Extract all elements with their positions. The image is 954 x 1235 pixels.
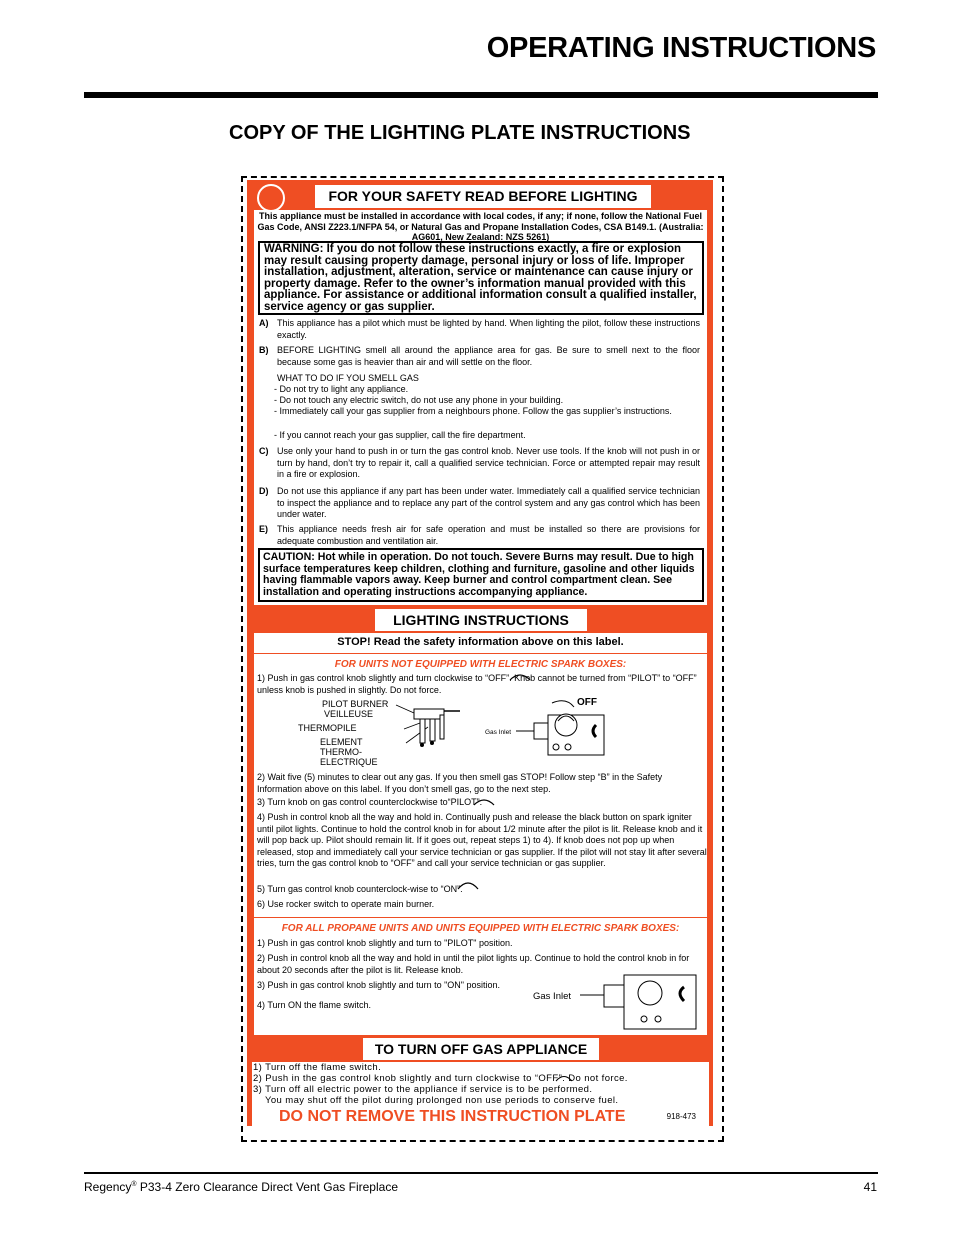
item-c: C) Use only your hand to push in or turn the gas control knob. Never use tools. If the knob will not push in or turn by hand, don’t try to repair it, call a qualified service technician. Force or attempted repair may result in a fire or explosion. <box>259 446 700 479</box>
off-label: OFF <box>577 697 597 708</box>
smell-header: WHAT TO DO IF YOU SMELL GAS <box>277 373 419 383</box>
smell-item: - Immediately call your gas supplier from a neighbours phone. Follow the gas supplier’s instructions. <box>274 406 672 416</box>
footer-rule <box>84 1172 878 1174</box>
title-rule <box>84 92 878 98</box>
page-number: 41 <box>863 1180 877 1194</box>
divider <box>254 653 707 654</box>
item-b: B) BEFORE LIGHTING smell all around the appliance area for gas. Be sure to smell next to the floor because some gas is heavier than air and will settle on the floor. <box>259 345 700 367</box>
item-e: E) This appliance needs fresh air for safe operation and must be installed so there are provisions for adequate combustion and ventilation air. <box>259 524 700 546</box>
codes-text: This appliance must be installed in accordance with local codes, if any; if none, follow the National Fuel Gas Code, ANSI Z223.1/NFPA 54, or Natural Gas and Propane Installation Codes, CSA B149.1. (Australia: AG601, New Zealand: NZS 5261) <box>257 211 704 242</box>
divider <box>254 917 707 918</box>
step-a3: 3) Turn knob on gas control counterclockwise to“PILOT”. <box>257 797 483 807</box>
item-a: A) This appliance has a pilot which must be lighted by hand. When lighting the pilot, follow these instructions exactly. <box>259 318 700 340</box>
turn-off-step: 2) Push in the gas control knob slightly and turn clockwise to “OFF”. Do not force. <box>253 1073 628 1084</box>
gas-inlet-small-label: Gas Inlet <box>485 729 512 736</box>
smell-item: - Do not try to light any appliance. <box>274 384 409 394</box>
clockwise-arrow-icon <box>508 671 532 681</box>
gas-valve-diagram-2 <box>580 969 700 1033</box>
turn-off-header: TO TURN OFF GAS APPLIANCE <box>363 1038 599 1060</box>
safety-header: FOR YOUR SAFETY READ BEFORE LIGHTING <box>315 185 651 208</box>
step-b4: 4) Turn ON the flame switch. <box>257 1000 372 1010</box>
electrique-label: ELECTRIQUE <box>320 757 378 767</box>
safety-panel <box>254 210 707 605</box>
page-title: OPERATING INSTRUCTIONS <box>486 32 876 64</box>
element-label: ELEMENT <box>320 737 363 747</box>
pilot-assembly-diagram <box>384 697 464 757</box>
step-a1: 1) Push in gas control knob slightly and turn clockwise to “OFF”. Knob cannot be turned from “PILOT” to “OFF” unless knob is pushed in slightly. Do not force. <box>257 673 697 695</box>
step-b3: 3) Push in gas control knob slightly and turn to "ON" position. <box>257 980 501 990</box>
pilot-burner-label: PILOT BURNER <box>322 699 389 709</box>
clockwise-arrow-icon <box>554 1073 574 1082</box>
step-a5: 5) Turn gas control knob counterclock-wise to “ON”. <box>257 884 463 894</box>
lighting-panel <box>254 633 707 1035</box>
do-not-remove-panel <box>252 1107 709 1127</box>
stop-text: STOP! Read the safety information above on this label. <box>337 636 624 648</box>
gas-inlet-label: Gas Inlet <box>533 991 572 1002</box>
not-equipped-header: FOR UNITS NOT EQUIPPED WITH ELECTRIC SPARK BOXES: <box>334 659 627 670</box>
section-title: COPY OF THE LIGHTING PLATE INSTRUCTIONS <box>229 122 691 144</box>
step-b2: 2) Push in control knob all the way and hold in until the pilot lights up. Continue to hold the control knob in for about 20 seconds after the pilot is lit. Release knob. <box>257 953 690 975</box>
step-a6: 6) Use rocker switch to operate main burner. <box>257 899 435 909</box>
turn-off-step: You may shut off the pilot during prolonged non use periods to conserve fuel. <box>253 1095 619 1106</box>
counterclockwise-arrow-icon <box>456 878 480 890</box>
turn-off-step: 3) Turn off all electric power to the appliance if service is to be performed. <box>253 1084 593 1095</box>
lighting-header: LIGHTING INSTRUCTIONS <box>375 609 587 631</box>
turn-off-panel <box>252 1062 709 1108</box>
veilleuse-label: VEILLEUSE <box>324 709 374 719</box>
step-b1: 1) Push in gas control knob slightly and turn to "PILOT" position. <box>257 938 513 948</box>
thermopile-label: THERMOPILE <box>298 723 357 733</box>
warning-box: WARNING: If you do not follow these instructions exactly, a fire or explosion may result causing property damage, personal injury or loss of life. Improper installation, adjustment, alteration, service or maintenance can cause injury or property damage. Refer to the owner’s information manual provided with this appliance. For assistance or additional information consult a qualified installer, service agency or gas supplier. <box>258 241 704 315</box>
do-not-remove-text: DO NOT REMOVE THIS INSTRUCTION PLATE <box>279 1108 626 1125</box>
caution-box: CAUTION: Hot while in operation. Do not touch. Severe Burns may result. Due to high surface temperatures keep children, clothing and furniture, gasoline and other liquids having flammable vapors away. Keep burner and control compartment clean. See installation and operating instructions accompanying appliance. <box>258 548 704 602</box>
plate-circle-icon <box>257 184 285 212</box>
thermo-label: THERMO- <box>320 747 362 757</box>
step-a4: 4) Push in control knob all the way and hold in. Continually push and release the black button on spark igniter until pilot lights. Continue to hold the control knob in for about 1/2 minute after the pilot is lit. Release knob and it will pop back up. Pilot should remain lit. If it goes out, repeat steps 1) to 4). If knob does not pop up when released, stop and immediately call your service technician or gas supplier. If the pilot will not stay lit after several tries, turn the gas control knob to “OFF” and call your service technician or gas supplier. <box>257 812 707 868</box>
footer-title: Regency® P33-4 Zero Clearance Direct Vent Gas Fireplace <box>84 1180 398 1194</box>
propane-header: FOR ALL PROPANE UNITS AND UNITS EQUIPPED WITH ELECTRIC SPARK BOXES: <box>281 923 680 934</box>
smell-item: - If you cannot reach your gas supplier, call the fire department. <box>274 430 526 440</box>
item-d: D) Do not use this appliance if any part has been under water. Immediately call a qualified service technician to inspect the appliance and to replace any part of the control system and any gas control which has been under water. <box>259 486 700 519</box>
smell-item: - Do not touch any electric switch, do not use any phone in your building. <box>274 395 564 405</box>
lighting-plate <box>247 180 713 1126</box>
part-number: 918-473 <box>666 1112 696 1121</box>
step-a2: 2) Wait five (5) minutes to clear out any gas. If you then smell gas STOP! Follow step “B” in the Safety Information above on this label. If you don’t smell gas, go to the next step. <box>257 772 663 794</box>
counterclockwise-arrow-icon <box>472 796 496 806</box>
gas-valve-diagram <box>516 699 608 757</box>
turn-off-step: 1) Turn off the flame switch. <box>253 1062 382 1073</box>
